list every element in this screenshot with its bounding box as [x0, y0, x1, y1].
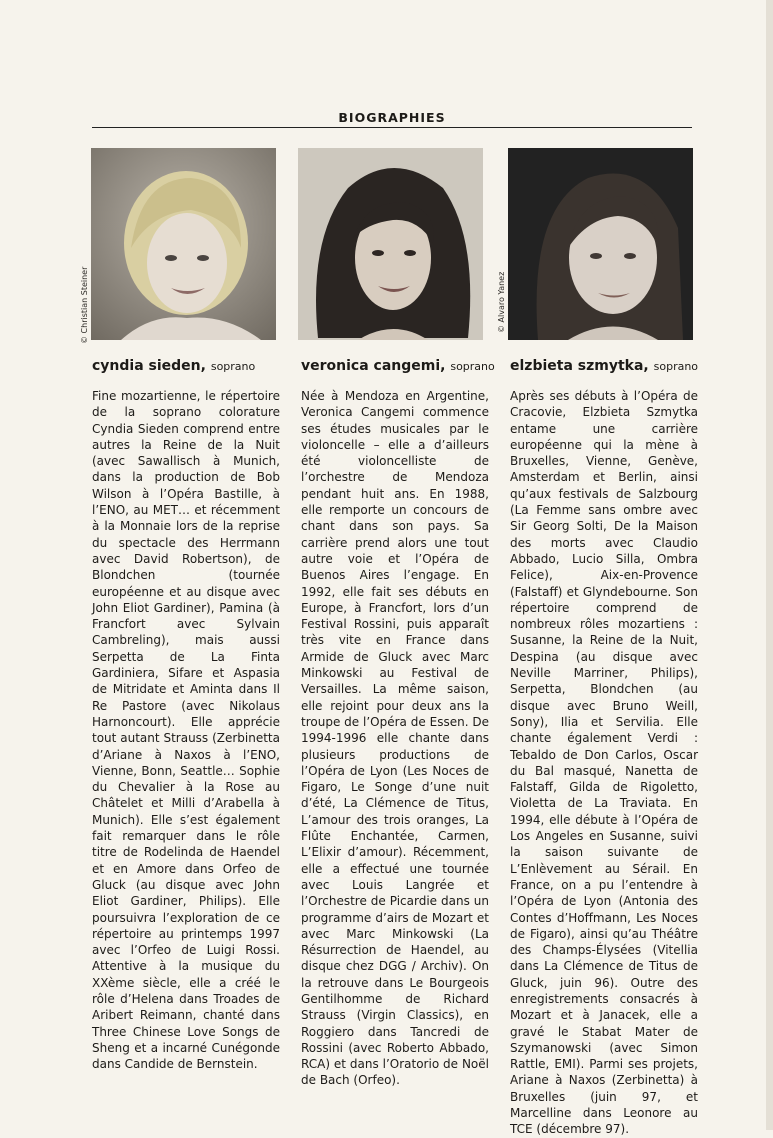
- artist-name: cyndia sieden,: [92, 358, 206, 374]
- photo-credit: © Alvaro Yanez: [497, 271, 506, 333]
- voice-type: soprano: [653, 360, 699, 373]
- artist-name-heading: [301, 358, 495, 374]
- section-title: BIOGRAPHIES: [338, 110, 446, 125]
- artist-name: veronica cangemi,: [301, 358, 446, 374]
- portrait-photo-cyndia-sieden: [91, 148, 276, 340]
- voice-type: soprano: [450, 360, 495, 373]
- artist-biography: [510, 388, 698, 1138]
- biography-text: Après ses débuts à l’Opéra de Cracovie, Elzbieta Szmytka entame une carrière européenne qui la mène à Bruxelles, Vienne, Genève, Amsterdam et Berlin, ainsi qu’aux festivals de Salzbourg (La Femme sans ombre avec Sir Georg Solti, De la Maison des morts avec Claudio Abbado, Lucio Silla, Ombra Felice), Aix-en-Provence (Falstaff) et Glyndebourne. Son répertoire comprend de nombreux rôles mozartiens : Susanne, la Reine de la Nuit, Despina (au disque avec Neville Marriner, Philips), Serpetta, Blondchen (au disque avec Bruno Weill, Sony), Ilia et Servilia. Elle chante également Verdi : Tebaldo de Don Carlos, Oscar du Bal masqué, Nanetta de Falstaff, Gilda de Rigoletto, Violetta de La Traviata. En 1994, elle débute à l’Opéra de Los Angeles en Susanne, suivi la saison suivante de L’Enlèvement au Sérail. En France, on a pu l’entendre à l’Opéra de Lyon (Antonia des Contes d’Hoffmann, Les Noces de Figaro), ainsi qu’au Théâtre des Champs-Élysées (Vitellia dans La Clémence de Titus de Gluck, juin 96). Outre des enregistrements consacrés à Mozart et à Janacek, elle a gravé le Stabat Mater de Szymanowski (avec Simon Rattle, EMI). Parmi ses projets, Ariane à Naxos (Zerbinetta) à Bruxelles (juin 97, et Marcelline dans Leonore au TCE (décembre 97).: [510, 389, 698, 1137]
- header-rule: [92, 127, 692, 128]
- artist-name-heading: [92, 358, 255, 374]
- page-edge: [766, 0, 773, 1130]
- portrait-photo-elzbieta-szmytka: [508, 148, 693, 340]
- portrait-photo-veronica-cangemi: [298, 148, 483, 340]
- artist-name-heading: [510, 358, 698, 374]
- voice-type: soprano: [210, 360, 256, 373]
- biography-text: Fine mozartienne, le répertoire de la soprano colorature Cyndia Sieden comprend entre autres la Reine de la Nuit (avec Sawallisch à Munich, dans la production de Bob Wilson à l’Opéra Bastille, à l’ENO, au MET… et récemment à la Monnaie lors de la reprise du spectacle des Herrmann avec David Robertson), de Blondchen (tournée européenne et au disque avec John Eliot Gardiner), Pamina (à Francfort avec Sylvain Cambreling), mais aussi Serpetta de La Finta Gardiniera, Sifare et Aspasia de Mitridate et Aminta dans Il Re Pastore (avec Nikolaus Harnoncourt). Elle apprécie tout autant Strauss (Zerbinetta d’Ariane à Naxos à l’ENO, Vienne, Bonn, Seattle… Sophie du Chevalier à la Rose au Châtelet et Milli d’Arabella à Munich). Elle s’est également fait remarquer dans le rôle titre de Rodelinda de Haendel et en Amore dans Orfeo de Gluck (au disque avec John Eliot Gardiner, Philips). Elle poursuivra l’exploration de ce répertoire au printemps 1997 avec l’Orfeo de Luigi Rossi. Attentive à la musique du XXème siècle, elle a créé le rôle d’Helena dans Troades de Aribert Reimann, chanté dans Three Chinese Love Songs de Sheng et a incarné Cunégonde dans Candide de Bernstein.: [92, 389, 280, 1072]
- artist-biography: [301, 388, 489, 1089]
- biography-text: Née à Mendoza en Argentine, Veronica Cangemi commence ses études musicales par le violoncelle – elle a d’ailleurs été violoncelliste de l’orchestre de Mendoza pendant huit ans. En 1988, elle remporte un concours de chant dans son pays. Sa carrière prend alors une tout autre voie et l’Opéra de Buenos Aires l’engage. En 1992, elle fait ses débuts en Europe, à Francfort, lors d’un Festival Rossini, puis apparaît très vite en France dans Armide de Gluck avec Marc Minkowski au Festival de Versailles. La même saison, elle rejoint pour deux ans la troupe de l’Opéra de Essen. De 1994-1996 elle chante dans plusieurs productions de l’Opéra de Lyon (Les Noces de Figaro, Le Songe d’une nuit d’été, La Clémence de Titus, L’amour des trois oranges, La Flûte Enchantée, Carmen, L’Elixir d’amour). Récemment, elle a effectué une tournée avec Louis Langrée et l’Orchestre de Picardie dans un programme d’airs de Mozart et avec Marc Minkowski (La Résurrection de Haendel, au disque chez DGG / Archiv). On la retrouve dans Le Bourgeois Gentilhomme de Richard Strauss (Virgin Classics), en Roggiero dans Tancredi de Rossini (avec Roberto Abbado, RCA) et dans l’Oratorio de Noël de Bach (Orfeo).: [301, 389, 489, 1088]
- artist-biography: [92, 388, 280, 1072]
- artist-name: elzbieta szmytka,: [510, 358, 649, 374]
- photo-credit: © Christian Steiner: [80, 266, 89, 344]
